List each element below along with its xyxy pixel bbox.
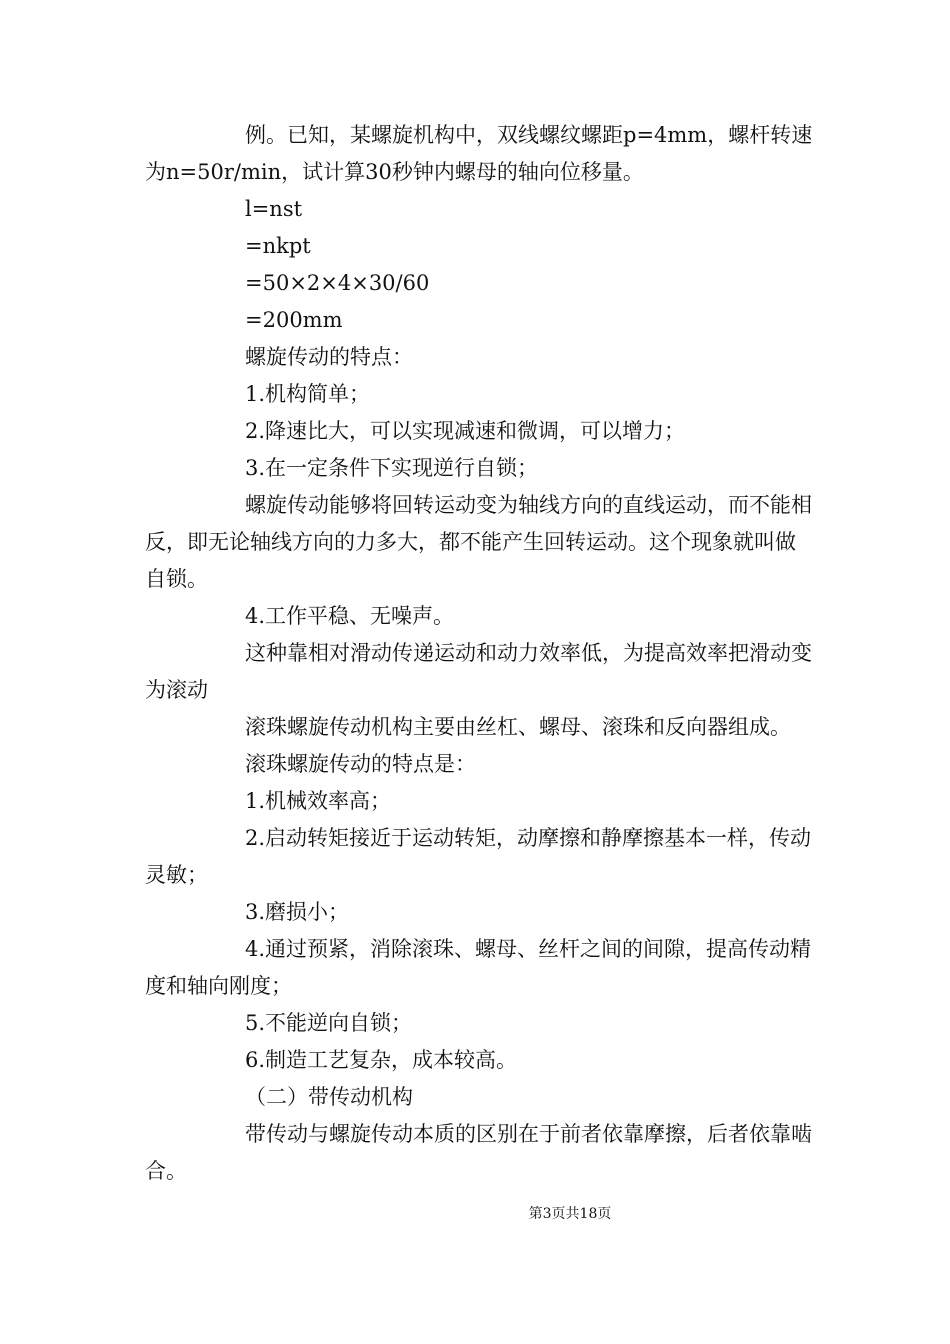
list-item-no-reverse-lock: 5.不能逆向自锁； [245,1011,413,1035]
list-item-starting-torque: 2.启动转矩接近于运动转矩，动摩擦和静摩擦基本一样，传动灵敏； [145,826,812,887]
paragraph-self-locking-explanation: 螺旋传动能够将回转运动变为轴线方向的直线运动，而不能相反，即无论轴线方向的力多大，都不能产生回转运动。这个现象就叫做自锁。 [145,493,812,591]
formula-line-3: =50×2×4×30/60 [245,271,430,295]
paragraph-ball-screw-features-heading: 滚珠螺旋传动的特点是： [245,752,476,776]
list-item-complex-manufacturing: 6.制造工艺复杂，成本较高。 [245,1048,518,1072]
list-item-simple-mechanism: 1.机构简单； [245,382,371,406]
paragraph-ball-screw-components: 滚珠螺旋传动机构主要由丝杠、螺母、滚珠和反向器组成。 [245,715,791,739]
document-body [145,117,815,1190]
list-item-smooth-operation: 4.工作平稳、无噪声。 [245,604,455,628]
paragraph-belt-vs-screw: 带传动与螺旋传动本质的区别在于前者依靠摩擦，后者依靠啮合。 [145,1122,812,1183]
list-item-preload: 4.通过预紧，消除滚珠、螺母、丝杆之间的间隙，提高传动精度和轴向刚度； [145,937,812,998]
page-number-footer: 第3页共18页 [528,1206,612,1222]
paragraph-screw-features-heading: 螺旋传动的特点： [245,345,413,369]
list-item-self-locking: 3.在一定条件下实现逆行自锁； [245,456,539,480]
formula-line-1: l=nst [245,197,303,221]
paragraph-efficiency: 这种靠相对滑动传递运动和动力效率低，为提高效率把滑动变为滚动 [145,641,812,702]
list-item-low-wear: 3.磨损小； [245,900,350,924]
section-heading-belt-drive: （二）带传动机构 [245,1085,413,1109]
paragraph-example: 例。已知，某螺旋机构中，双线螺纹螺距p=4mm，螺杆转速为n=50r/min，试计算30秒钟内螺母的轴向位移量。 [145,123,813,184]
formula-line-2: =nkpt [245,234,311,258]
formula-line-4: =200mm [245,308,343,332]
list-item-high-efficiency: 1.机械效率高； [245,789,392,813]
list-item-reduction-ratio: 2.降速比大，可以实现减速和微调，可以增力； [245,419,686,443]
